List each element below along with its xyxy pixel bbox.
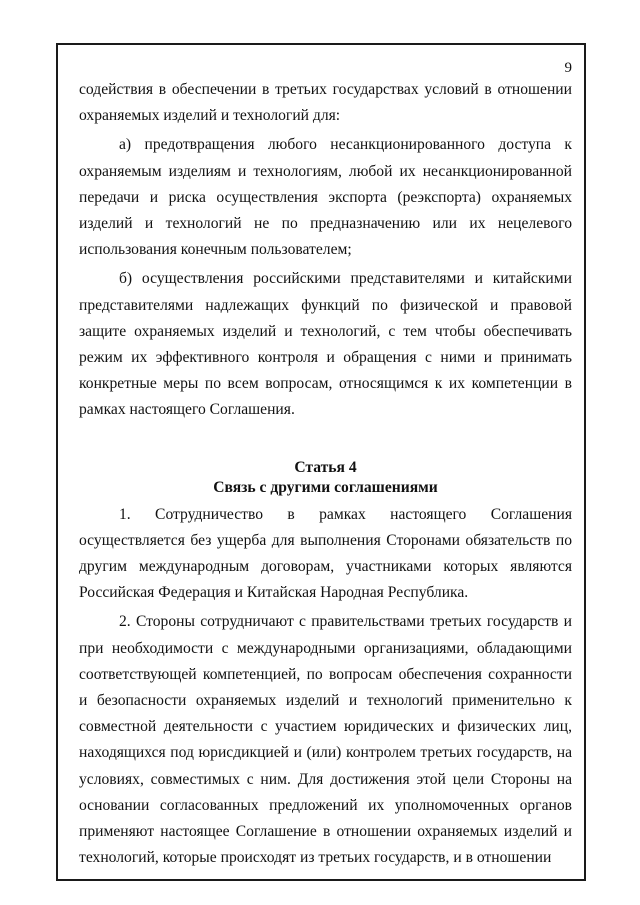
paragraph-intro: содействия в обеспечении в третьих государствах условий в отношении охраняемых изделий и технологий для:	[79, 81, 572, 125]
paragraph-clause-2: 2. Стороны сотрудничают с правительствами третьих государств и при необходимости с международными организациями, обладающими соответствующей компетенцией, по вопросам обеспечения сохранности и безопасности охраняемых изделий и технологий применительно к совместной деятельности с участием юридических и физических лиц, находящихся под юрисдикцией и (или) контролем третьих государств, на условиях, совместимых с ним. Для достижения этой цели Стороны на основании согласованных предложений их уполномоченных органов применяют настоящее Соглашение в отношении охраняемых изделий и технологий, которые происходят из третьих государств, и в отношении	[79, 613, 572, 867]
paragraph-item-b: б) осуществления российскими представителями и китайскими представителями надлежащих функций по физической и правовой защите охраняемых изделий и технологий, с тем чтобы обеспечивать режим их эффективного контроля и обращения с ними и принимать конкретные меры по всем вопросам, относящимся к их компетенции в рамках настоящего Соглашения.	[79, 270, 572, 419]
page-number: 9	[564, 60, 572, 76]
article-title: Связь с другими соглашениями	[213, 478, 438, 496]
article-heading	[79, 458, 572, 498]
paragraph-clause-1: 1. Сотрудничество в рамках настоящего Соглашения осуществляется без ущерба для выполнения Сторонами обязательств по другим международным договорам, участниками которых являются Российская Федерация и Китайская Народная Республика.	[79, 505, 572, 602]
document-body	[79, 77, 572, 871]
paragraph-item-a: а) предотвращения любого несанкционированного доступа к охраняемым изделиям и технологиям, любой их несанкционированной передачи и риска осуществления экспорта (реэкспорта) охраняемых изделий и технологий не по предназначению или их нецелевого использования конечным пользователем;	[79, 136, 572, 259]
article-number: Статья 4	[294, 458, 357, 476]
